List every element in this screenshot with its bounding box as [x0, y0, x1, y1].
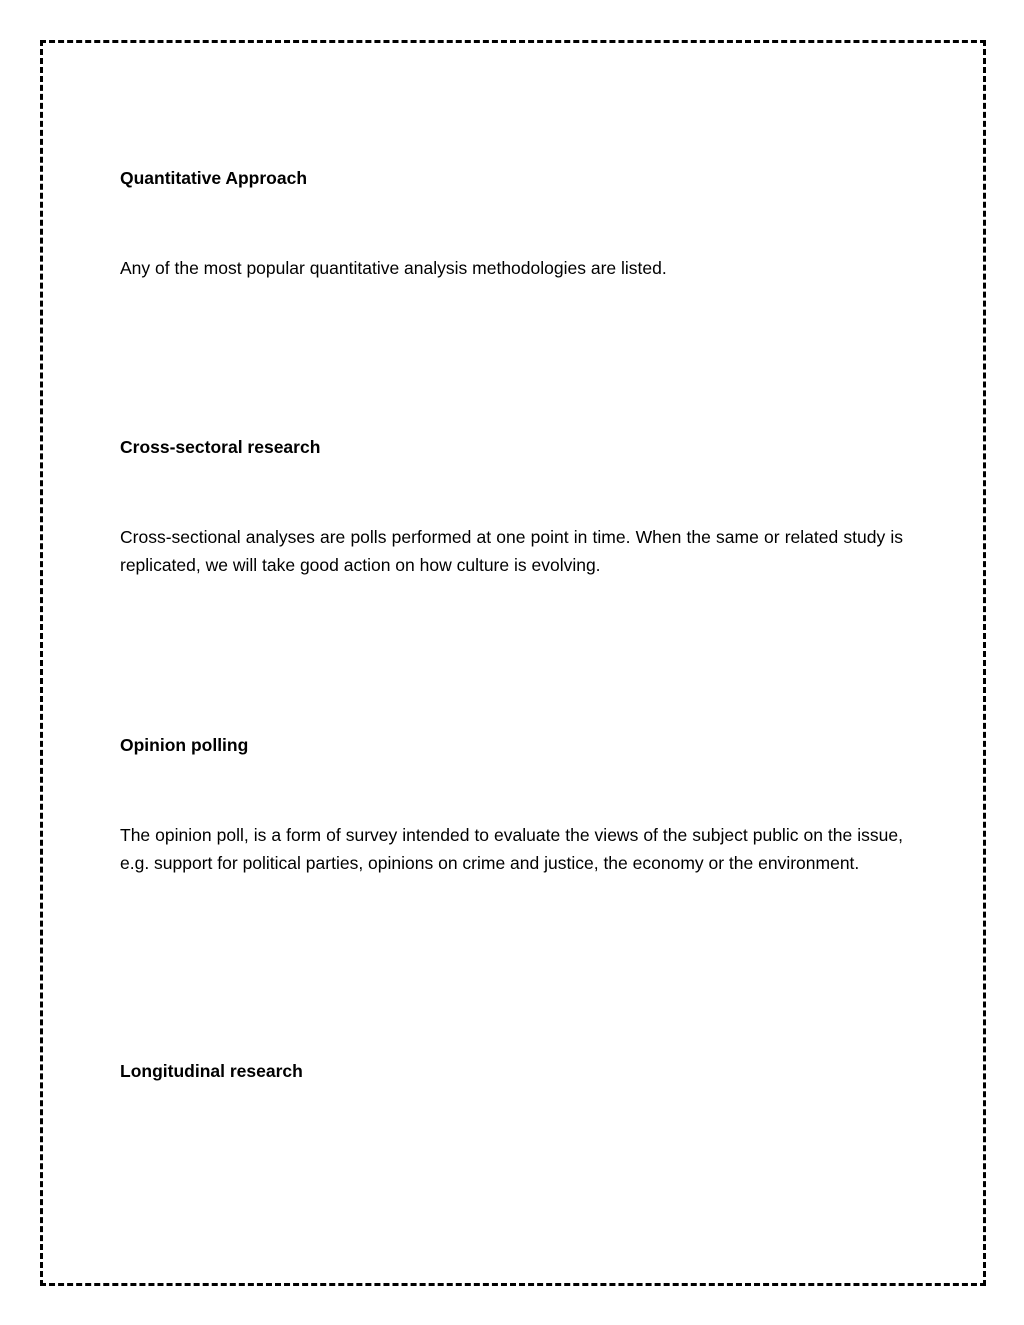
page-border — [40, 40, 986, 1286]
section-heading-longitudinal-research: Longitudinal research — [120, 1061, 303, 1081]
section-body-cross-sectoral-research: Cross-sectional analyses are polls performed at one point in time. When the same or related study is replicated, we will take good action on how culture is evolving. — [120, 527, 903, 575]
section-body-opinion-polling: The opinion poll, is a form of survey intended to evaluate the views of the subject public on the issue, e.g. support for political parties, opinions on crime and justice, the economy or the environment. — [120, 825, 903, 873]
section-heading-opinion-polling: Opinion polling — [120, 735, 249, 755]
section-heading-cross-sectoral-research: Cross-sectoral research — [120, 437, 321, 457]
section-heading-quantitative-approach: Quantitative Approach — [120, 168, 308, 188]
section-body-quantitative-approach: Any of the most popular quantitative analysis methodologies are listed. — [120, 258, 667, 278]
